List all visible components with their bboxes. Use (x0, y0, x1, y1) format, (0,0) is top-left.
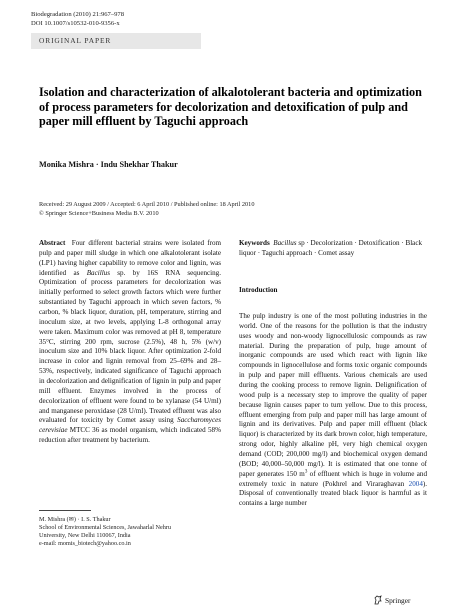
publication-history (39, 201, 254, 218)
author-email[interactable]: e-mail: momis_biotech@yahoo.co.in (39, 540, 131, 548)
abstract-heading: Abstract (39, 239, 66, 247)
keywords-heading: Keywords (239, 239, 270, 247)
abstract-genus: Bacillus (86, 268, 110, 277)
abstract-text-3: MTCC 36 as model organism, which indicated 58% reduction after treatment by bacterium. (39, 426, 221, 445)
footnote-divider (39, 510, 91, 511)
springer-horse-icon (373, 595, 383, 605)
journal-doi: DOI 10.1007/s10532-010-9356-x (31, 19, 120, 27)
intro-superscript: 3 (304, 469, 308, 475)
author-list: Monika Mishra · Indu Shekhar Thakur (39, 160, 178, 169)
affiliation-line-1: School of Environmental Sciences, Jawaharlal Nehru (39, 524, 171, 532)
intro-text-2: of effluent which is huge in volume and extremely toxic in nature (Pokhrel and Viraraghavan (239, 469, 428, 488)
history-dates: Received: 29 August 2009 / Accepted: 6 April 2010 / Published online: 18 April 2010 (39, 201, 255, 208)
paper-title: Isolation and characterization of alkalotolerant bacteria and optimization of process parameters for decolorization and detoxification of pulp and paper mill effluent by Taguchi approach (39, 85, 422, 128)
abstract-yeast: Saccharomyces cerevisiae (39, 416, 221, 435)
keyword-genus: Bacillus (273, 239, 297, 247)
abstract-text-1: Four different bacterial strains were isolated from pulp and paper mill sludge in which one alkalotolerant isolate (LP1) having higher capability to remove color and lignin, was identified as (39, 239, 222, 277)
abstract-block (39, 239, 221, 446)
publisher-name: Springer (385, 595, 411, 605)
author-affiliation (39, 516, 171, 548)
publisher-logo (373, 595, 410, 605)
journal-volume-pages: Biodegradation (2010) 21:967–978 (31, 11, 125, 18)
abstract-text-2: sp. by 16S RNA sequencing. Optimization of process parameters for decolorization was initially performed to select growth factors which were further substantiated by Taguchi approach in which seven factors, % carbon, % black liquor, duration, pH, temperature, stirring and inoculum size, at two levels, applying L-8 orthogonal array were taken. Maximum color was removed at pH 8, temperature 35°C, stirring 200 rpm, sucrose (2.5%), 48 h, 5% (w/v) inoculum size and 10% black liquor. After optimization 2-fold increase in color and lignin removal from 25–69% and 28–53%, respectively, indicated significance of Taguchi approach in decolorization and delignification of lignin in pulp and paper mill effluent. Enzymes involved in the process of decolorization of effluent were found to be xylanase (54 U/ml) and manganese peroxidase (28 U/ml). Treated effluent was also evaluated for toxicity by Comet assay using (39, 268, 221, 425)
intro-text-3: ). Disposal of conventionally treated black liquor is harmful as it contains a large number (239, 479, 427, 508)
article-type-badge: ORIGINAL PAPER (31, 33, 201, 49)
keywords-rest: sp · Decolorization · Detoxification · Black liquor · Taguchi approach · Comet assay (239, 239, 423, 257)
keywords-block (239, 239, 427, 259)
affiliation-line-2: University, New Delhi 110067, India (39, 532, 131, 540)
footnote-authors: M. Mishra (✉) · I. S. Thakur (39, 516, 111, 523)
journal-citation (31, 11, 124, 28)
introduction-text (239, 312, 427, 509)
introduction-heading: Introduction (239, 286, 278, 294)
copyright-line: © Springer Science+Business Media B.V. 2010 (39, 209, 159, 217)
intro-text-1: The pulp industry is one of the most polluting industries in the world. One of the reasons for the pollution is that the industry uses woody and non-woody lignocellulosic compounds as raw material. During the preparation of pulp, huge amount of inorganic compounds are used which react with lignin like compounds in lignocellulose and forms toxic organic compounds in pulp and paper mill effluents. Various chemicals are used during the cooking process to remove lignin. Delignification of wood pulp is a necessary step to improve the quality of paper because lignin causes paper to turn yellow. Due to this process, effluent emerging from pulp and paper mill has large amount of lignin and its derivatives. Pulp and paper mill effluent (black liquor) is characterized by its dark brown color, high temperature, strong odor, highly alkaline pH, very high chemical oxygen demand (COD; 200,000 mg/l) and biochemical oxygen demand (BOD; 40,000–50,000 mg/l). It is estimated that one tonne of paper generates 150 m (239, 312, 427, 478)
reference-link[interactable]: 2004 (408, 479, 423, 488)
